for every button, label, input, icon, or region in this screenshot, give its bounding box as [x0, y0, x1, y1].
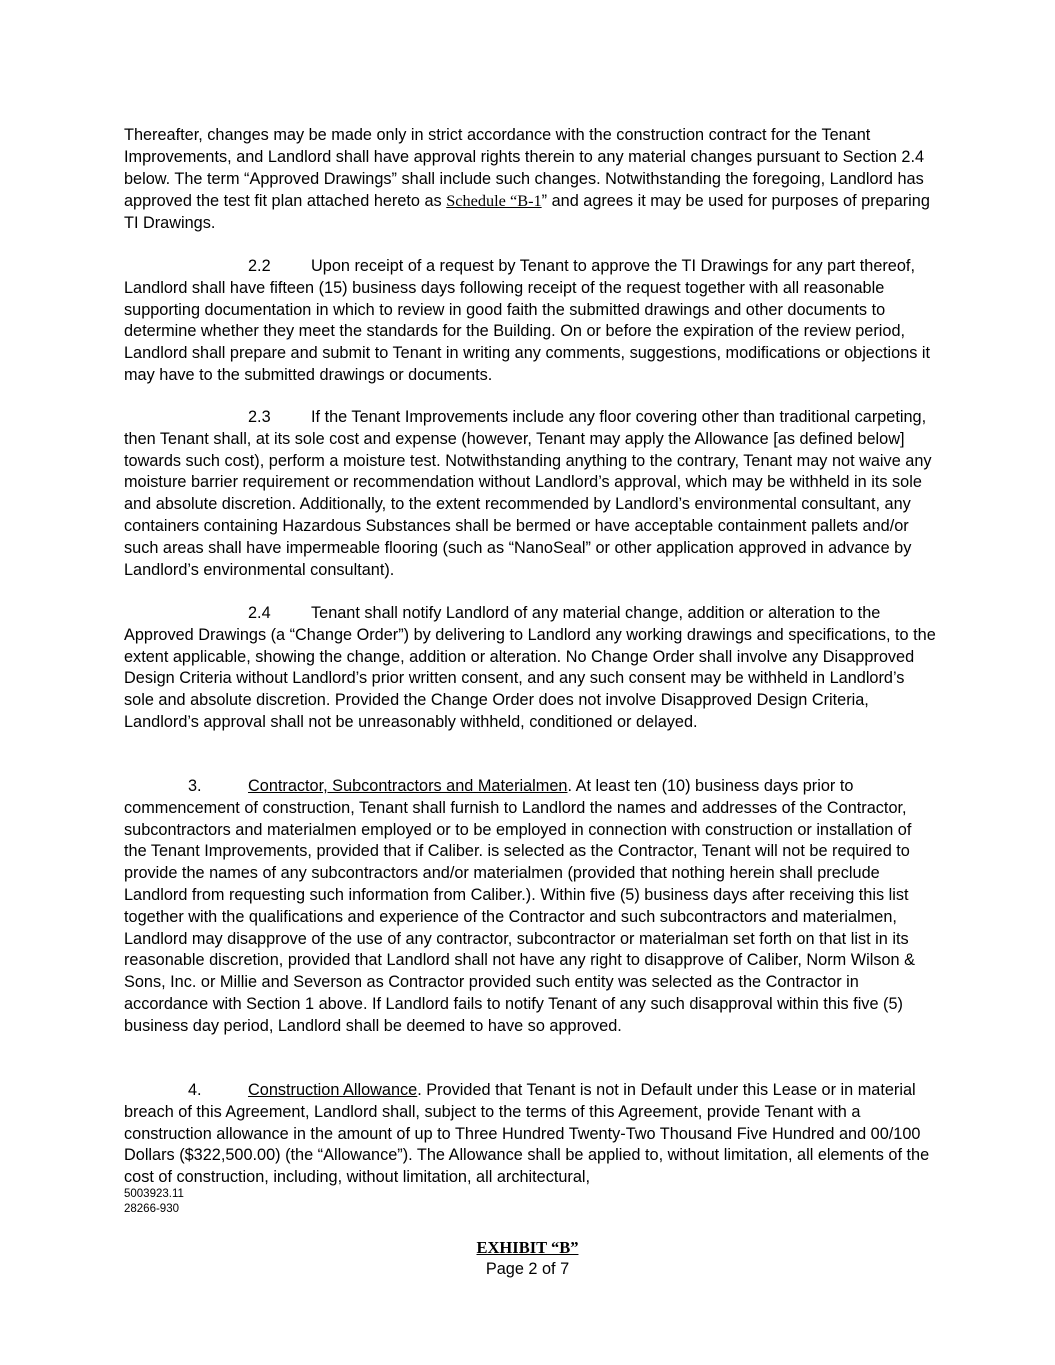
paragraph-2-2-text: Upon receipt of a request by Tenant to approve the TI Drawings for any part thereof, Landlord shall have fifteen (15) business days following receipt of the request together with all reasonable supporting documentation in which to review in good faith the submitted drawings and other documents to determine whether they meet the standards for the Building. On or before the expiration of the review period, Landlord shall prepare and submit to Tenant in writing any comments, suggestions, modifications or objections it may have to the submitted drawings or documents. — [124, 257, 931, 384]
paragraph-2-2 — [124, 256, 936, 387]
paragraph-intro-text: Thereafter, changes may be made only in strict accordance with the construction contract for the Tenant Improvements, and Landlord shall have approval rights therein to any material changes pursuant to Section 2.4 below. The term “Approved Drawings” shall include such changes. Notwithstanding the foregoing, Landlord has approved the test fit plan attached hereto as — [124, 126, 925, 211]
matter-id: 28266-930 — [124, 1203, 179, 1215]
paragraph-3-text: . At least ten (10) business days prior to commencement of construction, Tenant shall furnish to Landlord the names and addresses of the Contractor, subcontractors and materialmen employed or to be employed in connection with construction or installation of the Tenant Improvements, provided that if Caliber. is selected as the Contractor, Tenant will not be required to provide the names of any subcontractors and/or materialmen (provided that nothing herein shall preclude Landlord from requesting such information from Caliber.). Within five (5) business days after receiving this list together with the qualifications and experience of the Contractor and such subcontractors and materialmen, Landlord may disapprove of the use of any contractor, subcontractor or materialman set forth on that list in its reasonable discretion, provided that Landlord shall not have any right to disapprove of Caliber, Norm Wilson & Sons, Inc. or Millie and Severson as Contractor provided such entity was selected as the Contractor in accordance with Section 1 above. If Landlord fails to notify Tenant of any such disapproval within this five (5) business day period, Landlord shall be deemed to have so approved. — [124, 777, 915, 1035]
paragraph-2-4 — [124, 603, 936, 734]
exhibit-title: EXHIBIT “B” — [476, 1238, 579, 1257]
paragraph-3 — [124, 776, 936, 1038]
footer-document-ids — [124, 1187, 184, 1217]
section-number-2-2: 2.2 — [248, 257, 271, 275]
paragraph-intro — [124, 125, 936, 235]
section-heading-contractor: Contractor, Subcontractors and Materialmen — [248, 777, 568, 795]
paragraph-intro-tail: ” and agrees it may be used for purposes of preparing TI Drawings. — [124, 192, 930, 233]
paragraph-2-3 — [124, 407, 936, 581]
paragraph-4 — [124, 1080, 936, 1189]
paragraph-4-text: . Provided that Tenant is not in Default under this Lease or in material breach of this Agreement, Landlord shall, subject to the terms of this Agreement, provide Tenant with a construction allowance in the amount of up to Three Hundred Twenty-Two Thousand Five Hundred and 00/100 Dollars ($322,500.00) (the “Allowance”). The Allowance shall be applied to, without limitation, all elements of the cost of construction, including, without limitation, all architectural, — [124, 1081, 930, 1187]
paragraph-2-3-text: If the Tenant Improvements include any floor covering other than traditional carpeting, then Tenant shall, at its sole cost and expense (however, Tenant may apply the Allowance [as defined below] towards such cost), perform a moisture test. Notwithstanding anything to the contrary, Tenant may not waive any moisture barrier requirement or recommendation without Landlord’s approval, which may be withheld in its sole and absolute discretion. Additionally, to the extent recommended by Landlord’s environmental consultant, any containers containing Hazardous Substances shall be bermed or have acceptable containment pallets and/or such areas shall have impermeable flooring (such as “NanoSeal” or other application approved in advance by Landlord’s environmental consultant). — [124, 408, 932, 579]
section-number-3: 3. — [188, 777, 202, 795]
section-number-2-4: 2.4 — [248, 604, 271, 622]
document-id: 5003923.11 — [124, 1188, 184, 1200]
page-number: Page 2 of 7 — [485, 1260, 570, 1278]
paragraph-2-4-text: Tenant shall notify Landlord of any material change, addition or alteration to the Approved Drawings (a “Change Order”) by delivering to Landlord any working drawings and specifications, to the extent applicable, showing the change, addition or alteration. No Change Order shall involve any Disapproved Design Criteria without Landlord’s prior written consent, and any such consent may be withheld in Landlord’s sole and absolute discretion. Provided the Change Order does not involve Disapproved Design Criteria, Landlord’s approval shall not be unreasonably withheld, conditioned or delayed. — [124, 604, 936, 731]
section-number-4: 4. — [188, 1081, 202, 1099]
section-number-2-3: 2.3 — [248, 408, 271, 426]
schedule-b1-reference: Schedule “B-1 — [446, 191, 542, 211]
section-heading-allowance: Construction Allowance — [248, 1081, 418, 1099]
